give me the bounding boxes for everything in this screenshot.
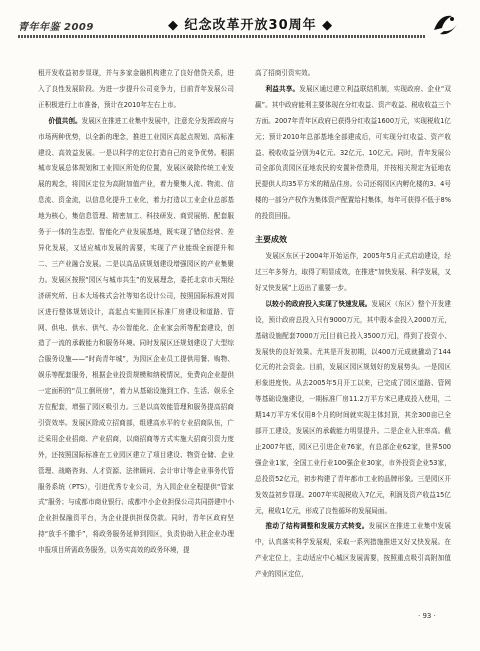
paragraph-text: 发展区通过建立利益联结机制，实现政府、企业“双赢”。其中政府能利主要体现在分红收益、资产收益、税收收益三个方面。2007年青年区政府已获得分红收益1600万元，实现税收1亿元；预计2010年总部基地全部建成后，可实现分红收益、资产收益、税收收益分别为4亿元、32亿元、10亿元。同时，青年发展公司全部负责园区征地农民的安置补偿费用，并按相关规定为征地农民提供人均35平方米的精品住房。公司还将园区内孵化楼的3、4号楼的一部分产权作为集体资产配置给村集体，每年可获得不低于8%的投资回报。 (255, 84, 451, 221)
header-rule (18, 35, 426, 38)
paragraph-text: 高了招商引资实效。 (255, 69, 315, 77)
paragraph-lead: 利益共享。 (265, 84, 300, 93)
left-column (38, 66, 234, 616)
paragraph (255, 519, 451, 583)
page-header (18, 8, 462, 44)
paragraph-lead: 以较小的政府投入实现了快速发展。 (265, 299, 372, 308)
anniversary-logo-icon (430, 10, 460, 40)
page-number: · 93 · (418, 612, 436, 620)
paragraph (38, 114, 234, 559)
paragraph-text: 发展区（东区）整个开发建设，预计政府总投入只有9000万元，其中股本金投入2000万元，基础设施配套7000万元[目前已投入3500万元]，得到了投资小、发展快的良好效果。尤其是开发初期，以400万元成就撬动了144亿元的社会资金。目前，发展区园区规划好的发展势头。一是园区形象进度快。从去2005年5月开工以来，已完成了园区道路、管网等基础设施建设，一期标准厂房11.2万平方米已建成投入使用，二期14万平方米仅用8个月的时间就实现主体封顶，其余300亩已全部开工建设，发展区的承载能力明显提升。二是企业入驻率高。截止2007年底，园区已引进企业76家，有总部企业62家，世界500强企业1家，全国工业行业100强企业30家，市外投资企业53家，总投资52亿元，初步构建了青年都市工业的品牌形象。三是园区开发效益初步显现。2007年实现税收入7亿元，利润及资产收益15亿元，税收1亿元，形成了良性循环的发展局面。 (255, 299, 451, 515)
paragraph (255, 66, 451, 82)
paragraph-text: 发展区在推进工业集中发展中，注意充分发挥政府与市场两种优势，以全新的理念，推进工业园区高起点规划、高标准建设、高效益发展。一是以科学的定位打造自己的竞争优势。根据城市发展总体规划和工业园区所处的位置，发展区破除传统工业发展的观念，将园区定位为高附加值产业，着力聚集人流、物流、信息流、资金流，以信息化提升工业化，着力打造以工业企业总部基地为核心，集信息管理、精密加工、科技研发、商贸展销、配套服务于一体的生态型、智能化产业发展基地，既实现了错位经营、差异化发展，又适应城市发展的需要，实现了产业能级全面提升和二、三产业融合发展。二是以高品质规划建设增强园区的产业集聚力。发展区按照“园区与城市共生”的发展理念，委托北京市天翔经济研究所、日本大场株式会社等知名设计公司，按照国际标准对园区进行整体规划设计，高起点实施园区标准厂房建设和道路、管网、供电、供水、供气、办公智能化、企业家会所等配套建设，创造了一流的承载能力和服务环境。同时发展区还规划建设了大型综合服务设施——“时尚青年城”，为园区企业员工提供用餐、购物、娱乐等配套服务，根据企业投资规模和纳税情况，免费向企业提供一定面积的“员工倒班房”，着力从基础设施到工作、生活、娱乐全方位配套，增强了园区吸引力。三是以高效能管理和服务提高招商引资效率。发展区除成立招商部，组建高水平的专业招商队伍，广泛采用企业招商、产业招商，以商招商等方式实施大招商引资力度外，还按照国际标准在工业园区建立了项目建设、物资仓储、企业管理、战略咨询、人才资源、法律顾问、会计审计等企业事务代管服务系统（PTS），引进优秀专业公司，为入园企业全程提供“管家式”服务；与成都市商业银行、成都中小企业担保公司共同搭建中小企业担保融资平台，为企业提供担保贷款。同时，青年区政府坚持“放手不撒手”，将政务服务延伸到园区，负责协助入驻企业办理申报项目所需政务服务，以务实高效的政务环境，提 (38, 116, 234, 555)
running-title: ◆ 纪念改革开放30周年 ◆ (168, 18, 334, 33)
section-heading: 主要成效 (255, 235, 287, 245)
paragraph-text: 发展区在推进工业集中发展中，认真落实科学发展观，采取一系列措施推进又好又快发展。在产业定位上，主动适应中心城区发展需要，按照重点吸引高附加值产业的园区定位， (255, 522, 451, 579)
journal-name: 青年年鉴 2009 (18, 22, 94, 33)
right-column (255, 66, 451, 626)
paragraph-lead: 推动了结构调整和发展方式转变。 (265, 522, 369, 531)
paragraph-lead: 价值共创。 (48, 116, 82, 125)
paragraph (255, 249, 451, 297)
paragraph (38, 66, 234, 114)
paragraph-text: 租开发收益初步显现，并与多家金融机构建立了良好借贷关系，进入了良性发展阶段。为进一步提升公司竞争力，目前青年发展公司正积极进行上市准备，预计在2010年左右上市。 (38, 69, 234, 109)
paragraph-text: 发展区东区于2004年开始运作，2005年5月正式启动建设，经过三年多努力，取得了明显成效，在推进“加快发展、科学发展，又好又快发展”上迈出了重要一步。 (255, 252, 451, 292)
paragraph (255, 82, 451, 225)
paragraph (255, 297, 451, 520)
